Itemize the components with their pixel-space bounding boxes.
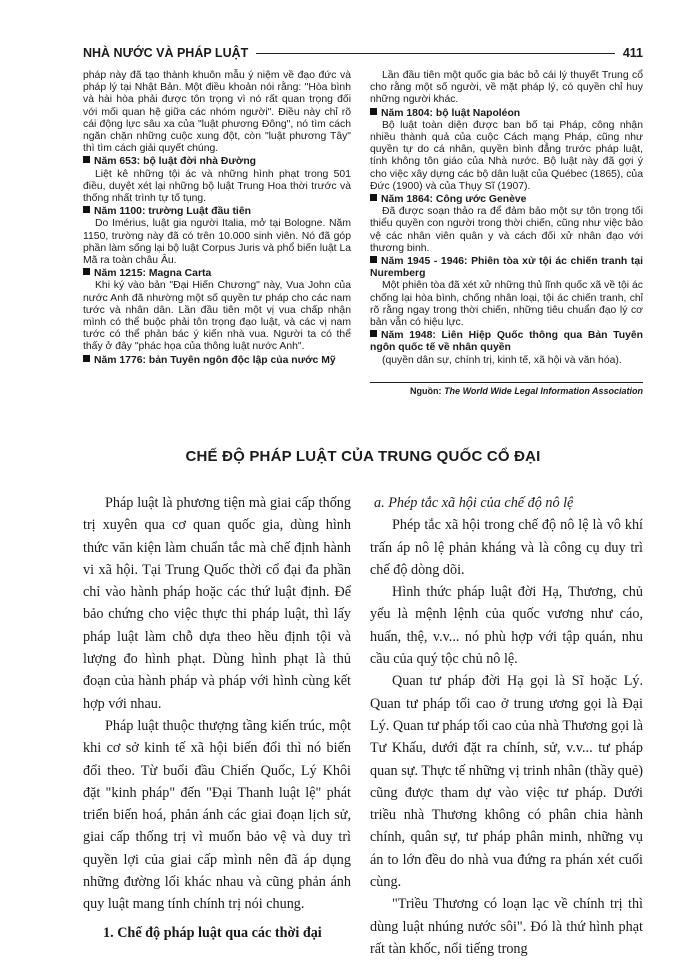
timeline-entry-title: Năm 653: bộ luật đời nhà Đường	[83, 156, 351, 168]
header-rule	[256, 53, 615, 54]
body-paragraph: Pháp luật là phương tiện mà giai cấp thống trị xuyên qua cơ quan quốc gia, dùng hình thức văn kiện làm chuẩn tắc mà chế định hành vi xã hội. Tại Trung Quốc thời cổ đại đa phần chỉ vào hành pháp hoặc các thứ luật định. Để bảo chứng cho việc thực thi pháp luật, thì lấy pháp luật làm chỗ dựa theo hều định tội và lượng đo hình phạt. Dùng hình phạt là thủ đoạn của hành pháp và pháp với hình cùng kết hợp với nhau.	[83, 495, 351, 712]
timeline-entry-title: Năm 1776: bản Tuyên ngôn độc lập của nước Mỹ	[83, 355, 351, 367]
square-bullet-icon	[83, 206, 90, 213]
timeline-entry-text: Do Imérius, luật gia người Italia, mở tại Bologne. Năm 1150, trường này đã có trên 10.000 sinh viên. Nó đã góp phần làm sống lại bộ luật Corpus Juris và phổ biến luật La Mã ra toàn châu Âu.	[83, 218, 351, 267]
timeline-entry-title: Năm 1945 - 1946: Phiên tòa xử tội ác chiến tranh tại Nuremberg	[370, 256, 643, 280]
subsection-heading: 1. Chế độ pháp luật qua các thời đại	[103, 924, 322, 941]
timeline-entry-text: Khi ký vào bản "Đại Hiến Chương" này, Vua John của nước Anh đã nhường một số quyền tư pháp cho các nam tước và nhân dân. Lần đầu tiên một vị vua chấp nhận mình có thể buộc phải tôn trọng đạo luật, và các vị nam tước có thể phản bác ý kiến nhà vua. Người ta có thể thấy ở đây "phác họa của thông luật nước Anh".	[83, 280, 351, 353]
square-bullet-icon	[83, 156, 90, 163]
timeline-entry-title: Năm 1864: Công ước Genève	[370, 194, 643, 206]
source-divider	[370, 382, 643, 383]
timeline-left-column	[83, 70, 351, 367]
timeline-paragraph: pháp này đã tạo thành khuôn mẫu ý niệm về đạo đức và pháp lý tại Nhật Bản. Một điều khoản nói rằng: "Hòa bình và hài hòa phải được tôn trọng vì nó rất quan trọng đối với mối quan hệ giữa các nhóm người". Điều này chỉ rõ cái động lực sâu xa của "luật phương Đông", nó tìm cách ngăn chặn những cuộc xung đột, còn "luật phương Tây" thì tìm cách giải quyết chúng.	[83, 70, 351, 155]
source-label: Nguồn:	[410, 386, 442, 396]
body-paragraph: Pháp luật thuộc thượng tầng kiến trúc, một khi cơ sở kinh tế xã hội biến đổi thì nó biến đổi theo. Từ buổi đầu Chiến Quốc, Lý Khôi đặt "kinh pháp" đến "Đại Thanh luật lệ" phát triển biến hoá, phản ánh các giai đoạn lịch sử, giai cấp thống trị vì muốn bảo vệ và duy trì quyền lợi của giai cấp mình nên đã áp dụng những đường lối khác nhau và cũng phản ánh quy luật mang tính chính trị nói chung.	[83, 717, 351, 913]
source-publisher: The World Wide Legal Information Association	[444, 386, 643, 396]
square-bullet-icon	[370, 194, 377, 201]
timeline-paragraph: Lần đầu tiên một quốc gia bác bỏ cái lý thuyết Trung cổ cho rằng một số người, về mặt pháp lý, có quyền chỉ huy những người khác.	[370, 70, 643, 106]
body-paragraph: Quan tư pháp đời Hạ gọi là Sĩ hoặc Lý. Quan tư pháp tối cao ở trung ương gọi là Đại Lý. Quan tư pháp tối cao của nhà Thương gọi là Tư Khấu, dưới đặt ra chính, sử, v.v... tư pháp quan sự. Thực tế những vị trinh nhân (thầy quẻ) cũng được tham dự vào việc tư pháp. Dưới triều nhà Thương không có phân chia hành chính, quân sự, tư pháp phân minh, những vụ án to lớn đều do nhà vua đứng ra phán xét cuối cùng.	[370, 673, 643, 891]
timeline-entry-text: (quyền dân sự, chính trị, kinh tế, xã hội và văn hóa).	[382, 354, 622, 366]
body-paragraph: Phép tắc xã hội trong chế độ nô lệ là vô khí trấn áp nô lệ phản kháng và là công cụ duy trì chế độ dòng dõi.	[370, 517, 643, 578]
sub-heading: a. Phép tắc xã hội của chế độ nô lệ	[374, 495, 574, 511]
page-number: 411	[622, 46, 643, 60]
square-bullet-icon	[370, 108, 377, 115]
timeline-entry-title: Năm 1100: trường Luật đầu tiên	[83, 206, 351, 218]
body-paragraph: "Triều Thương có loạn lạc về chính trị thì dùng luật nhúng nước sôi". Đó là thứ hình phạt rất tàn khốc, nổi tiếng trong	[370, 896, 643, 957]
timeline-entry-title: Năm 1215: Magna Carta	[83, 268, 351, 280]
timeline-entry-text: Bộ luật toàn diện được ban bố tại Pháp, công nhận nhiều thành quả của cuộc Cách mạng Pháp, cũng như quyền tự do cá nhân, quyền bình đẳng trước pháp luật, tính không tôn giáo của Nhà nước. Bộ luật này đã gợi ý cho việc xây dựng các bộ dân luật của Québec (1865), của Đức (1900) và của Thụy Sĩ (1907).	[370, 119, 643, 192]
timeline-entry-text: Một phiên tòa đã xét xử những thủ lĩnh quốc xã về tội ác chống lại hòa bình, chống nhân loại, tội ác chiến tranh, chỉ rõ rằng ngay trong thời chiến, những tiêu chuẩn đạo lý cơ bản vẫn có hiệu lực.	[370, 280, 643, 329]
square-bullet-icon	[83, 355, 90, 362]
square-bullet-icon	[370, 256, 377, 263]
square-bullet-icon	[83, 268, 90, 275]
body-left-column	[83, 492, 351, 944]
timeline-entry-text: Đã được soạn thảo ra để đảm bảo một sự tôn trọng tối thiểu quyền con người trong thời chiến, cũng như việc bảo vệ các nhân viên quân y và cách đối xử nhân đạo với thương binh.	[370, 206, 643, 254]
body-paragraph: Hình thức pháp luật đời Hạ, Thương, chủ yếu là mệnh lệnh của quốc vương như cáo, huấn, thệ, v.v... nó phù hợp với tập quán, nhu cầu của quý tộc chủ nô lệ.	[370, 584, 643, 668]
timeline-entry-title: Năm 1948: Liên Hiệp Quốc thông qua Bản Tuyên ngôn quốc tế về nhân quyền	[370, 330, 643, 354]
square-bullet-icon	[370, 330, 377, 337]
header-title: NHÀ NƯỚC VÀ PHÁP LUẬT	[83, 46, 249, 60]
source-credit	[370, 386, 643, 396]
running-header	[83, 44, 643, 62]
timeline-entry-title: Năm 1804: bộ luật Napoléon	[370, 108, 643, 120]
body-right-column	[370, 492, 643, 960]
timeline-right-column	[370, 70, 643, 367]
timeline-entry-text: Liệt kê những tội ác và những hình phạt trong 501 điều, duyệt xét lại những bộ luật Trung Hoa thời trước và thống nhất trình tự tố tụng.	[83, 168, 351, 205]
section-title: CHẾ ĐỘ PHÁP LUẬT CỦA TRUNG QUỐC CỔ ĐẠI	[185, 448, 541, 465]
